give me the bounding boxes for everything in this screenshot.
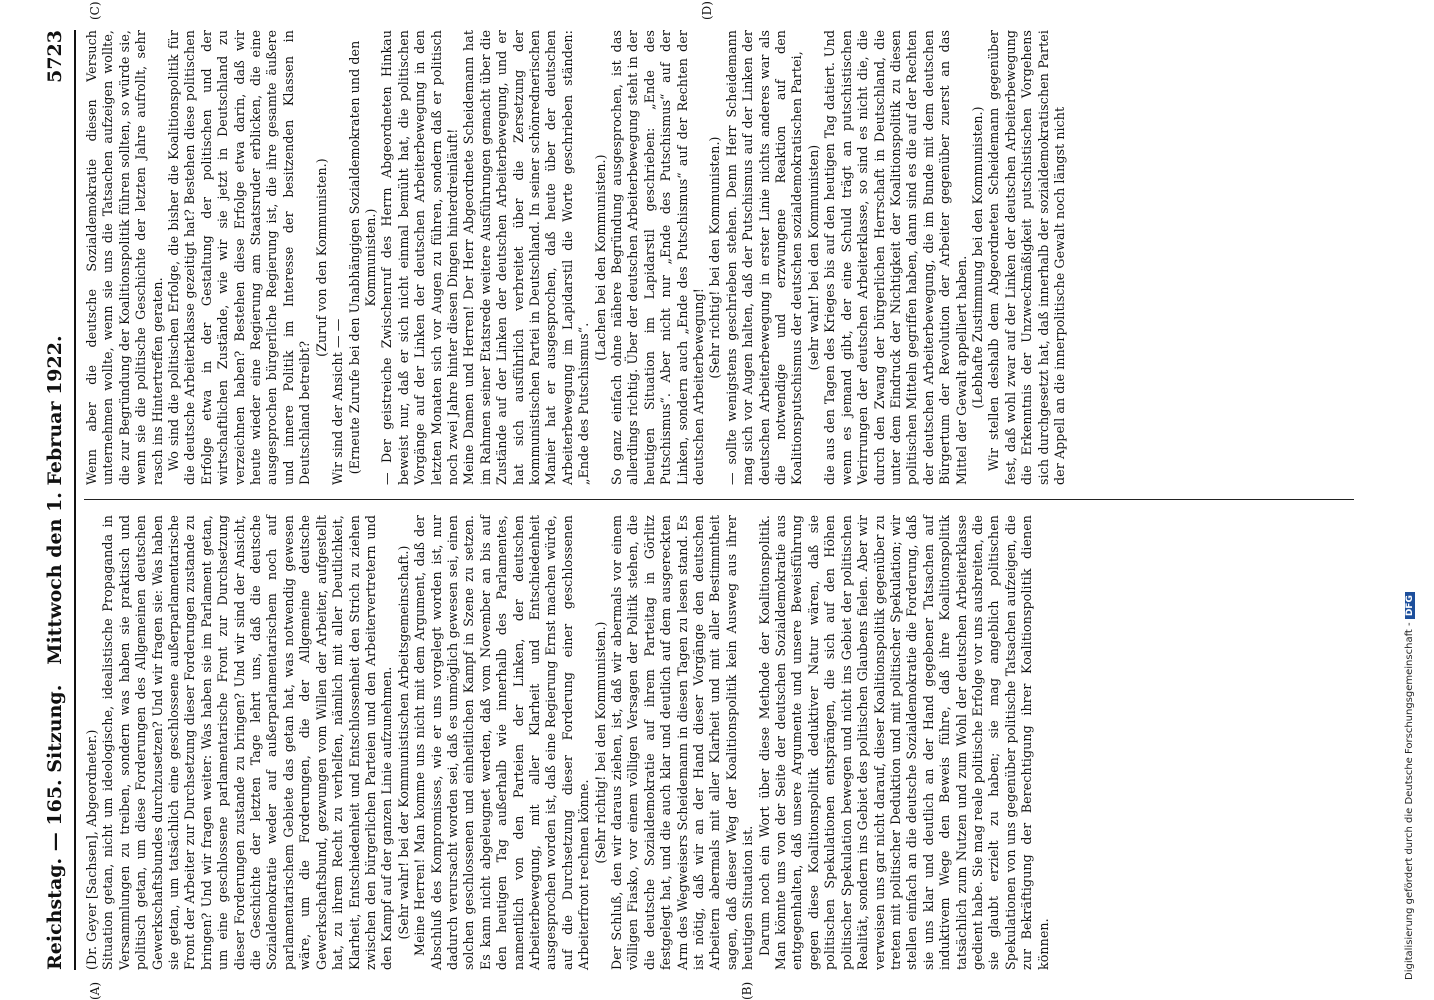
- paragraph: (Sehr richtig! bei den Kommunisten.): [707, 136, 723, 379]
- dfg-logo: DFG: [1405, 592, 1415, 619]
- paragraph: Wir sind der Ansicht — —: [330, 318, 346, 485]
- paragraph: — Der geistreiche Zwischenruf des Herrn Abgeordneten Hinkau beweist nur, daß er sich nicht einmal bemüht hat, die politischen Vorgänge auf der Linken der deutschen Arbeiterbewegung in den letzten Monaten sich vor Augen zu führen, sondern daß er politisch noch zwei Jahre hinter diesen Dingen hinterdreinläuft!: [379, 30, 460, 485]
- funding-sidebar: [1404, 20, 1424, 980]
- rotated-document: [40, 1, 1370, 1000]
- paragraph: Meine Damen und Herren! Der Herr Abgeordnete Scheidemann hat im Rahmen seiner Etatsrede weitere Ausführungen gemacht über die Zustände auf der Linken der deutschen Arbeiterbewegung, und er hat sich ausführlich verbreitet über die Zersetzung der kommunistischen Partei in Deutschland. In seiner schönrednerischen Manier hat er ausgesprochen, daß heute über der deutschen Arbeiterbewegung im Lapidarstil die Worte geschrieben ständen: „Ende des Putschismus“.: [461, 30, 592, 485]
- header-rule: [74, 30, 76, 970]
- page-number: 5723: [44, 30, 66, 83]
- running-header: [40, 30, 74, 970]
- paragraph: (Erneute Zurufe bei den Unabhängigen Sozialdemokraten und den Kommunisten.): [346, 40, 378, 475]
- margin-marker-a: (A): [88, 981, 102, 1000]
- paragraph: — sollte wenigstens geschrieben stehen. Denn Herr Scheidemann mag sich vor Augen halten, daß der Putschismus auf der Linken der deutschen Arbeiterbewegung in erster Linie nichts anderes war als die notwendige und erzwungene Reaktion auf den Koalitionsputschismus der deutschen sozialdemokratischen Partei,: [723, 30, 805, 485]
- margin-marker-c: (C): [88, 1, 102, 20]
- paragraph: Situation getan, nicht um ideologische, idealistische Propaganda in Versammlungen zu treiben, sondern was haben sie praktisch und politisch getan, um diese Forderungen des Allgemeinen deutschen Gewerkschaftsbundes durchzusetzen? Und wir fragen sie: Was haben sie getan, um tatsächlich eine geschlossene außerparlamentarische Front der Arbeiter zur Durchsetzung dieser Forderungen zustande zu bringen? Und wir fragen weiter: Was haben sie im Parlament getan, um eine geschlossene parlamentarische Front zur Durchsetzung dieser Forderungen zustande zu bringen? Und wir sind der Ansicht, die Geschichte der letzten Tage lehrt uns, daß die deutsche Sozialdemokratie weder auf außerparlamentarischem noch auf parlamentarischem Gebiete das getan hat, was notwendig gewesen wäre, um die Forderungen, die der Allgemeine deutsche Gewerkschaftsbund, gezwungen vom Willen der Arbeiter, aufgestellt hat, zu ihrem Recht zu verhelfen, nämlich mit aller Deutlichkeit, Klarheit, Entschiedenheit und Entschlossenheit den Strich zu ziehen zwischen den bürgerlichen Parteien und den Arbeitervertretern und den Kampf auf der ganzen Linie aufzunehmen.: [100, 515, 395, 970]
- paragraph: (Sehr wahr! bei der Kommunistischen Arbeitsgemeinschaft.): [395, 545, 411, 940]
- column-divider: [84, 499, 1354, 500]
- paragraph: (Lachen bei den Kommunisten.): [592, 154, 608, 361]
- left-column: [84, 515, 1052, 970]
- paragraph: (Sehr richtig! bei den Kommunisten.): [592, 621, 608, 864]
- paragraph: (Dr. Geyer [Sachsen], Abgeordneter.): [84, 729, 99, 970]
- paragraph: Wenn aber die deutsche Sozialdemokratie diesen Versuch unternehmen wollte, wenn sie uns die Tatsachen aufzeigen wollte, die zur Begründung der Koalitionspolitik führen sollten, so würde sie, wenn sie die politische Geschichte der letzten Jahre aufrollt, sehr rasch ins Hintertreffen geraten.: [84, 30, 165, 485]
- paragraph: (Lebhafte Zustimmung bei den Kommunisten.): [969, 106, 985, 409]
- paragraph: (Zuruf von den Kommunisten.): [313, 158, 329, 357]
- right-column: [84, 30, 1068, 485]
- paragraph: So ganz einfach ohne nähere Begründung ausgesprochen, ist das allerdings richtig. Über der deutschen Arbeiterbewegung steht in der heutigen Situation im Lapidarstil geschrieben: „Ende des Putschismus“. Aber nicht nur „Ende des Putschismus“ auf der Linken, sondern auch „Ende des Putschismus“ auf der Rechten der deutschen Arbeiterbewegung!: [609, 30, 707, 485]
- paragraph: Darum noch ein Wort über diese Methode der Koalitionspolitik. Man könnte uns von der Seite der deutschen Sozialdemokratie aus entgegenhalten, daß unsere Argumente und unsere Beweisführung gegen diese Koalitionspolitik deduktiver Natur wären, daß sie politischen Spekulationen entsprängen, die sich auf den Höhen politischer Spekulation bewegen und nicht ins Gebiet der politischen Realität, sondern ins Gebiet des politischen Glaubens fielen. Aber wir verweisen uns gar nicht darauf, dieser Koalitionspolitik gegenüber zu treten mit politischer Deduktion und mit politischer Spekulation; wir stellen einfach an die deutsche Sozialdemokratie die Forderung, daß sie uns klar und deutlich an der Hand gegebener Tatsachen auf induktivem Wege den Beweis führe, daß ihre Koalitionspolitik tatsächlich zum Nutzen und zum Wohl der deutschen Arbeiterklasse gedient habe. Sie mag reale politische Erfolge vor uns ausbreiten, die sie glaubt erzielt zu haben; sie mag angeblich politischen Spekulationen von uns gegenüber politische Tatsachen aufzeigen, die zur Bekräftigung der Berechtigung ihrer Koalitionspolitik dienen können.: [756, 515, 1051, 970]
- paragraph: (sehr wahr! bei den Kommunisten): [805, 144, 821, 371]
- paragraph: Wo sind die politischen Erfolge, die bisher die Koalitionspolitik für die deutsche Arbeiterklasse gezeitigt hat? Bestehen diese politischen Erfolge etwa in der Gestaltung der politischen und der wirtschaftlichen Zustände, wie wir sie jetzt in Deutschland zu verzeichnen haben? Bestehen diese Erfolge etwa darin, daß wir heute wieder eine Regierung am Staatsruder erblicken, die eine ausgesprochen bürgerliche Regierung ist, die ihre gesamte äußere und innere Politik im Interesse der besitzenden Klassen in Deutschland betreibt?: [166, 30, 313, 485]
- header-date: Mittwoch den 1. Februar 1922.: [44, 335, 66, 665]
- margin-marker-d: (D): [700, 1, 714, 20]
- header-left: Reichstag. — 165. Sitzung.: [44, 684, 66, 970]
- funding-notice: Digitalisierung gefördert durch die Deutsche Forschungsgemeinschaft -: [1404, 622, 1415, 980]
- paragraph: Wir stellen deshalb dem Abgeordneten Scheidemann gegenüber fest, daß wohl zwar auf der Linken der deutschen Arbeiterbewegung die Erkenntnis der Unzweckmäßigkeit putschistischen Vorgehens sich durchgesetzt hat, daß innerhalb der sozialdemokratischen Partei der Appell an die innerpolitische Gewalt noch längst nicht: [986, 30, 1067, 485]
- margin-marker-b: (B): [740, 981, 754, 1000]
- paragraph: Der Schluß, den wir daraus ziehen, ist, daß wir abermals vor einem völligen Fiasko, vor einem völligen Versagen der Politik stehen, die die deutsche Sozialdemokratie auf ihrem Parteitag in Görlitz festgelegt hat, und die auch klar und deutlich auf dem ausgereckten Arm des Wegweisers Scheidemann in diesen Tagen zu lesen stand. Es ist nötig, daß wir an der Hand dieser Vorgänge den deutschen Arbeitern abermals mit aller Klarheit und mit aller Bestimmtheit sagen, daß dieser Weg der Koalitionspolitik kein Ausweg aus ihrer heutigen Situation ist.: [609, 515, 756, 970]
- paragraph: die aus den Tagen des Krieges bis auf den heutigen Tag datiert. Und wenn es jemand gibt, der eine Schuld trägt an putschistischen Verirrungen der deutschen Arbeiterklasse, so sind es nicht die, die durch den Zwang der bürgerlichen Herrschaft in Deutschland, die unter dem Eindruck der Nichtigkeit der Koalitionspolitik zu diesen politischen Mitteln gegriffen haben, dann sind es die auf der Rechten der deutschen Arbeiterbewegung, die im Bunde mit dem deutschen Bürgertum der Revolution der Arbeiter gegenüber zuerst an das Mittel der Gewalt appelliert haben.: [822, 30, 969, 485]
- paragraph: Meine Herren! Man komme uns nicht mit dem Argument, daß der Abschluß des Kompromisses, wie er uns vorgelegt worden ist, nur dadurch verursacht worden sei, daß es unmöglich gewesen sei, einen solchen geschlossenen und einheitlichen Kampf in Szene zu setzen. Es kann nicht abgeleugnet werden, daß vom November an bis auf den heutigen Tag außerhalb wie innerhalb des Parlamentes, namentlich von den Parteien der Linken, der deutschen Arbeiterbewegung, mit aller Klarheit und Entschiedenheit ausgesprochen worden ist, daß eine Regierung Ernst machen würde, auf die Durchsetzung dieser Forderung einer geschlossenen Arbeiterfront rechnen könne.: [412, 515, 592, 970]
